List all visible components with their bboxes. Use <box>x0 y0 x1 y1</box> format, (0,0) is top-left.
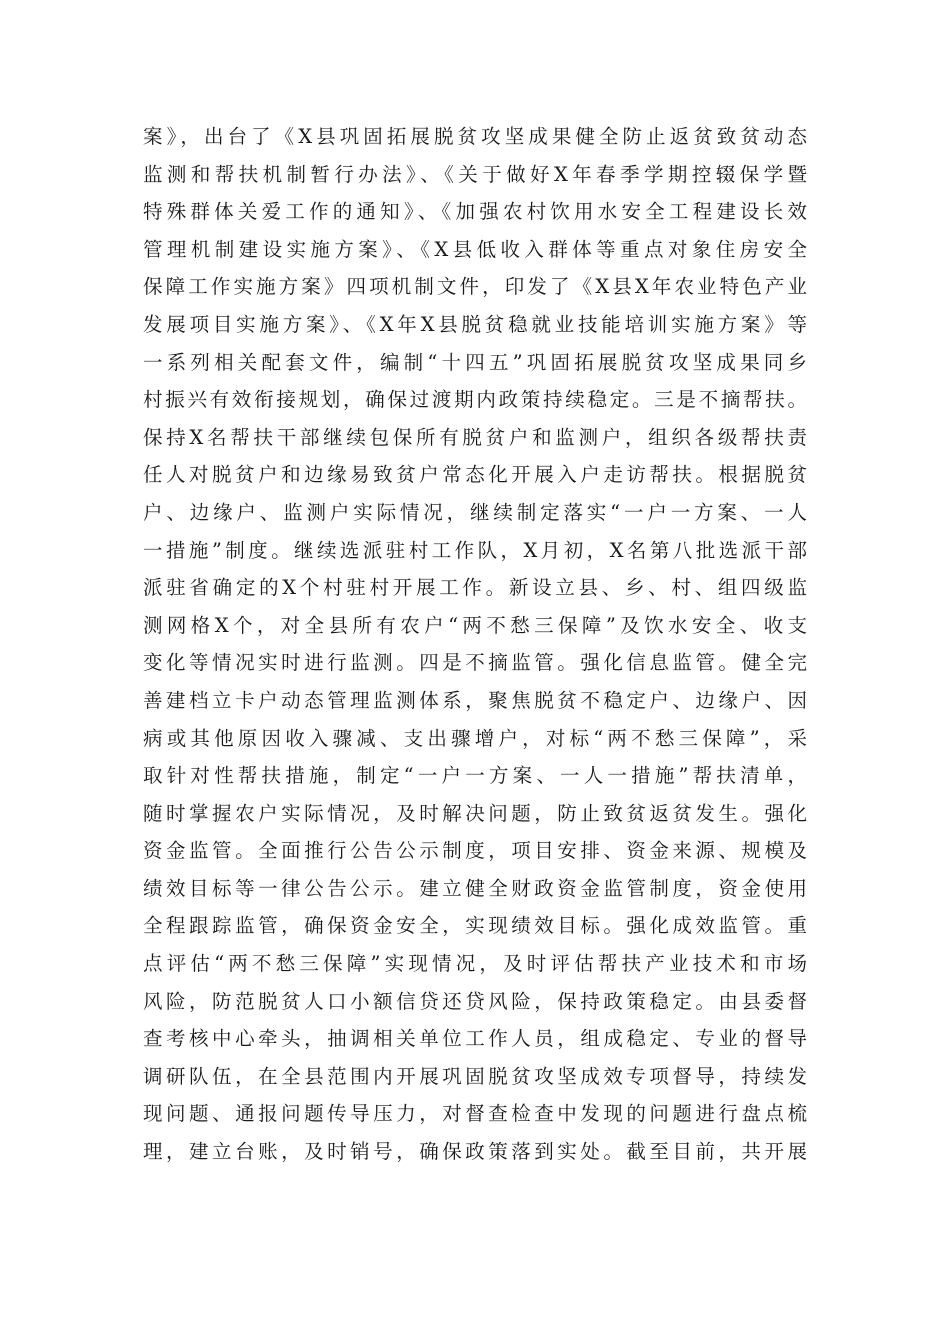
text-line: 发展项目实施方案》、《X年X县脱贫稳就业技能培训实施方案》等 <box>143 312 807 336</box>
text-line: 保障工作实施方案》四项机制文件，印发了《X县X年农业特色产业 <box>143 275 807 299</box>
body-paragraph <box>143 118 807 1171</box>
text-line: 村振兴有效衔接规划，确保过渡期内政策持续稳定。三是不摘帮扶。 <box>143 388 807 412</box>
text-line: 调研队伍，在全县范围内开展巩固脱贫攻坚成效专项督导，持续发 <box>143 1064 807 1088</box>
text-line: 一系列相关配套文件，编制“十四五”巩固拓展脱贫攻坚成果同乡 <box>143 350 807 374</box>
text-line: 全程跟踪监管，确保资金安全，实现绩效目标。强化成效监管。重 <box>143 914 807 938</box>
text-line: 取针对性帮扶措施，制定“一户一方案、一人一措施”帮扶清单， <box>143 764 807 788</box>
text-line: 特殊群体关爱工作的通知》、《加强农村饮用水安全工程建设长效 <box>143 200 807 224</box>
text-line: 测网格X个，对全县所有农户“两不愁三保障”及饮水安全、收支 <box>143 613 807 637</box>
text-line: 资金监管。全面推行公告公示制度，项目安排、资金来源、规模及 <box>143 839 807 863</box>
text-line: 一措施”制度。继续选派驻村工作队，X月初，X名第八批选派干部 <box>143 538 807 562</box>
text-line: 病或其他原因收入骤减、支出骤增户，对标“两不愁三保障”，采 <box>143 726 807 750</box>
text-line: 监测和帮扶机制暂行办法》、《关于做好X年春季学期控辍保学暨 <box>143 162 807 186</box>
text-line: 户、边缘户、监测户实际情况，继续制定落实“一户一方案、一人 <box>143 500 807 524</box>
text-line: 理，建立台账，及时销号，确保政策落到实处。截至目前，共开展 <box>143 1140 807 1164</box>
text-line: 现问题、通报问题传导压力，对督查检查中发现的问题进行盘点梳 <box>143 1102 807 1126</box>
text-line: 案》，出台了《X县巩固拓展脱贫攻坚成果健全防止返贫致贫动态 <box>143 125 807 148</box>
text-line: 绩效目标等一律公告公示。建立健全财政资金监管制度，资金使用 <box>143 876 807 900</box>
text-line: 点评估“两不愁三保障”实现情况，及时评估帮扶产业技术和市场 <box>143 952 807 976</box>
text-line: 随时掌握农户实际情况，及时解决问题，防止致贫返贫发生。强化 <box>143 801 807 825</box>
text-line: 变化等情况实时进行监测。四是不摘监管。强化信息监管。健全完 <box>143 651 807 675</box>
text-line: 任人对脱贫户和边缘易致贫户常态化开展入户走访帮扶。根据脱贫 <box>143 463 807 487</box>
text-line: 善建档立卡户动态管理监测体系，聚焦脱贫不稳定户、边缘户、因 <box>143 688 807 712</box>
text-line: 派驻省确定的X个村驻村开展工作。新设立县、乡、村、组四级监 <box>143 576 807 600</box>
text-line: 查考核中心牵头，抽调相关单位工作人员，组成稳定、专业的督导 <box>143 1027 807 1051</box>
text-line: 风险，防范脱贫人口小额信贷还贷风险，保持政策稳定。由县委督 <box>143 989 807 1013</box>
text-line: 保持X名帮扶干部继续包保所有脱贫户和监测户，组织各级帮扶责 <box>143 425 807 449</box>
text-line: 管理机制建设实施方案》、《X县低收入群体等重点对象住房安全 <box>143 237 807 261</box>
